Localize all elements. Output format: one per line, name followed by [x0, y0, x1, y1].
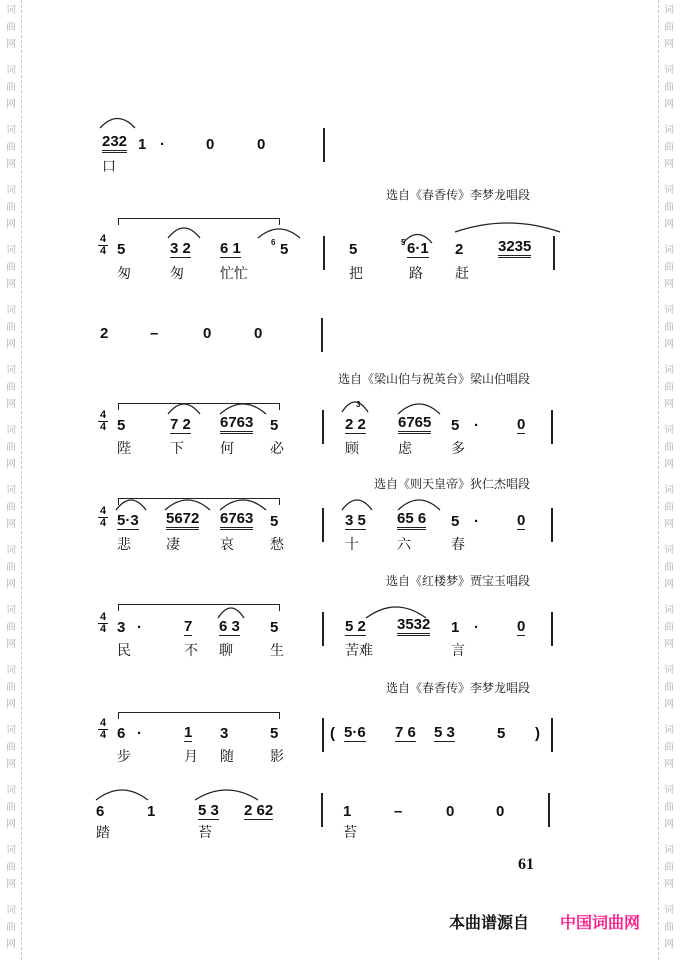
- note: 5: [270, 417, 279, 434]
- slur-arc: [342, 500, 372, 510]
- barline: [548, 793, 550, 827]
- slur-arc: [168, 228, 200, 238]
- phrase-bracket: [118, 498, 280, 505]
- note: –: [394, 803, 403, 820]
- watermark-text: 词 曲 网: [664, 365, 674, 410]
- note: –: [150, 325, 159, 342]
- time-signature-top: 4: [99, 233, 107, 245]
- lyric: 生: [270, 643, 284, 659]
- grace-note: 3: [356, 400, 361, 409]
- note: 6: [96, 803, 105, 820]
- note: ·: [474, 619, 479, 636]
- watermark-text: 词 曲 网: [6, 5, 16, 50]
- note: 5 2: [345, 618, 366, 635]
- watermark-text: 词 曲 网: [6, 605, 16, 650]
- watermark-text: 词 曲 网: [664, 185, 674, 230]
- note: 6763: [220, 414, 253, 434]
- note: 0: [203, 325, 212, 342]
- note: 5 3: [198, 802, 219, 819]
- note: 5: [451, 513, 460, 530]
- lyric: 影: [270, 749, 284, 765]
- note: ·: [137, 725, 142, 742]
- lyric: 下: [170, 441, 184, 457]
- grace-note: 6: [271, 238, 276, 247]
- note: ·: [160, 136, 165, 153]
- note: ): [535, 725, 540, 742]
- note: 5: [497, 725, 506, 742]
- watermark-text: 词 曲 网: [664, 605, 674, 650]
- watermark-text: 词 曲 网: [664, 905, 674, 950]
- note: 5·3: [117, 512, 139, 529]
- lyric: 匆: [117, 266, 131, 282]
- lyric: 言: [451, 643, 465, 659]
- time-signature: [98, 506, 108, 529]
- note: 1: [343, 803, 352, 820]
- source-caption: 选自《梁山伯与祝英台》梁山伯唱段: [337, 372, 530, 386]
- note: 0: [517, 416, 526, 433]
- note: 6 3: [219, 618, 240, 635]
- note: 2 2: [345, 416, 366, 433]
- note: 0: [206, 136, 215, 153]
- lyric: 六: [397, 537, 411, 553]
- source-caption: 选自《春香传》李梦龙唱段: [385, 681, 530, 695]
- note: 7 6: [395, 724, 416, 741]
- time-signature-top: 4: [99, 505, 107, 517]
- barline: [322, 612, 324, 646]
- note: 5: [117, 241, 126, 258]
- note: 6 1: [220, 240, 241, 257]
- note: 6·1: [407, 240, 429, 257]
- note: 1: [147, 803, 156, 820]
- note: 3532: [397, 616, 430, 636]
- barline: [323, 128, 325, 162]
- watermark-text: 词 曲 网: [664, 5, 674, 50]
- lyric: 把: [349, 266, 363, 282]
- note: 1: [451, 619, 460, 636]
- lyric: 随: [220, 749, 234, 765]
- lyric: 月: [184, 749, 198, 765]
- note: 5672: [166, 510, 199, 530]
- grace-note: 5: [401, 238, 406, 247]
- note: 0: [446, 803, 455, 820]
- barline: [551, 508, 553, 542]
- footer-site-link[interactable]: 中国词曲网: [560, 913, 641, 932]
- note: 5: [349, 241, 358, 258]
- time-signature-bottom: 4: [99, 245, 107, 257]
- lyric: 踏: [96, 825, 110, 841]
- time-signature: [98, 234, 108, 257]
- slur-arc: [455, 223, 560, 232]
- lyric: 必: [270, 441, 284, 457]
- watermark-text: 词 曲 网: [6, 365, 16, 410]
- lyric: 陛: [117, 441, 131, 457]
- source-caption: 选自《春香传》李梦龙唱段: [385, 188, 530, 202]
- left-watermark-line: [21, 0, 22, 960]
- note: 0: [257, 136, 266, 153]
- watermark-text: 词 曲 网: [664, 785, 674, 830]
- note: 5: [280, 241, 289, 258]
- watermark-text: 词 曲 网: [6, 905, 16, 950]
- watermark-text: 词 曲 网: [664, 665, 674, 710]
- watermark-text: 词 曲 网: [6, 725, 16, 770]
- note: 2: [455, 241, 464, 258]
- watermark-text: 词 曲 网: [6, 845, 16, 890]
- note: 232: [102, 133, 127, 153]
- barline: [551, 410, 553, 444]
- watermark-text: 词 曲 网: [6, 245, 16, 290]
- note: 0: [517, 512, 526, 529]
- lyric: 赶: [455, 266, 469, 282]
- note: ·: [137, 619, 142, 636]
- note: 65 6: [397, 510, 426, 530]
- note: 6765: [398, 414, 431, 434]
- slur-arc: [100, 119, 135, 129]
- watermark-text: 词 曲 网: [6, 665, 16, 710]
- slur-arc: [258, 229, 300, 238]
- page-number: 61: [518, 856, 534, 873]
- watermark-text: 词 曲 网: [6, 305, 16, 350]
- note: 3 2: [170, 240, 191, 257]
- note: 1: [184, 724, 193, 741]
- barline: [553, 236, 555, 270]
- note: 5: [270, 619, 279, 636]
- watermark-text: 词 曲 网: [664, 425, 674, 470]
- watermark-text: 词 曲 网: [6, 65, 16, 110]
- lyric: 步: [117, 749, 131, 765]
- note: (: [330, 725, 335, 742]
- note: 2: [100, 325, 109, 342]
- watermark-text: 词 曲 网: [6, 785, 16, 830]
- note: ·: [474, 513, 479, 530]
- time-signature-top: 4: [99, 717, 107, 729]
- note: 5: [117, 417, 126, 434]
- barline: [323, 236, 325, 270]
- note: 5·6: [344, 724, 366, 741]
- right-watermark-line: [658, 0, 659, 960]
- phrase-bracket: [118, 403, 280, 410]
- watermark-text: 词 曲 网: [664, 725, 674, 770]
- time-signature-bottom: 4: [99, 517, 107, 529]
- watermark-text: 词 曲 网: [664, 125, 674, 170]
- watermark-text: 词 曲 网: [6, 425, 16, 470]
- slur-arc: [398, 404, 440, 414]
- time-signature-bottom: 4: [99, 729, 107, 741]
- lyric: 路: [409, 266, 423, 282]
- lyric: 愁: [270, 537, 284, 553]
- time-signature-bottom: 4: [99, 623, 107, 635]
- note: ·: [474, 417, 479, 434]
- phrase-bracket: [118, 218, 280, 225]
- note: 0: [517, 618, 526, 635]
- time-signature-bottom: 4: [99, 421, 107, 433]
- time-signature-top: 4: [99, 409, 107, 421]
- lyric: 民: [117, 643, 131, 659]
- barline: [322, 718, 324, 752]
- time-signature: [98, 410, 108, 433]
- note: 3 5: [345, 512, 366, 529]
- lyric: 哀: [220, 537, 234, 553]
- slur-arc: [342, 402, 368, 412]
- note: 3235: [498, 238, 531, 258]
- note: 5 3: [434, 724, 455, 741]
- slur-arc: [195, 790, 258, 800]
- watermark-text: 词 曲 网: [6, 125, 16, 170]
- watermark-text: 词 曲 网: [664, 65, 674, 110]
- lyric: 匆: [170, 266, 184, 282]
- lyric: 十: [345, 537, 359, 553]
- note: 5: [451, 417, 460, 434]
- note: 5: [270, 725, 279, 742]
- source-caption: 选自《则天皇帝》狄仁杰唱段: [373, 477, 530, 491]
- phrase-bracket: [118, 604, 280, 611]
- lyric: 苔: [198, 825, 212, 841]
- lyric: 不: [184, 643, 198, 659]
- barline: [551, 612, 553, 646]
- lyric: 忙忙: [220, 266, 248, 282]
- note: 6763: [220, 510, 253, 530]
- footer-source-label: 本曲谱源自: [449, 913, 530, 932]
- barline: [321, 318, 323, 352]
- lyric: 凄: [166, 537, 180, 553]
- watermark-text: 词 曲 网: [6, 545, 16, 590]
- time-signature-top: 4: [99, 611, 107, 623]
- note: 0: [254, 325, 263, 342]
- note: 1: [138, 136, 147, 153]
- watermark-text: 词 曲 网: [664, 545, 674, 590]
- note: 3: [117, 619, 126, 636]
- time-signature: [98, 718, 108, 741]
- note: 6: [117, 725, 126, 742]
- slur-arc: [96, 790, 148, 800]
- phrase-bracket: [118, 712, 280, 719]
- note: 5: [270, 513, 279, 530]
- note: 0: [496, 803, 505, 820]
- lyric: 多: [451, 441, 465, 457]
- barline: [321, 793, 323, 827]
- barline: [551, 718, 553, 752]
- barline: [322, 410, 324, 444]
- watermark-text: 词 曲 网: [664, 245, 674, 290]
- lyric: 聊: [219, 643, 233, 659]
- watermark-text: 词 曲 网: [664, 845, 674, 890]
- watermark-text: 词 曲 网: [6, 485, 16, 530]
- watermark-text: 词 曲 网: [6, 185, 16, 230]
- time-signature: [98, 612, 108, 635]
- lyric: 悲: [117, 537, 131, 553]
- note: 2 62: [244, 802, 274, 819]
- slur-arc: [398, 500, 440, 510]
- note: 3: [220, 725, 229, 742]
- lyric: 苦难: [345, 643, 373, 659]
- barline: [322, 508, 324, 542]
- lyric: 口: [102, 159, 116, 175]
- lyric: 顾: [345, 441, 359, 457]
- lyric: 苔: [343, 825, 357, 841]
- source-caption: 选自《红楼梦》贾宝玉唱段: [385, 574, 530, 588]
- lyric: 何: [220, 441, 234, 457]
- note: 7: [184, 618, 193, 635]
- watermark-text: 词 曲 网: [664, 485, 674, 530]
- lyric: 虑: [398, 441, 412, 457]
- lyric: 春: [451, 537, 465, 553]
- watermark-text: 词 曲 网: [664, 305, 674, 350]
- note: 7 2: [170, 416, 191, 433]
